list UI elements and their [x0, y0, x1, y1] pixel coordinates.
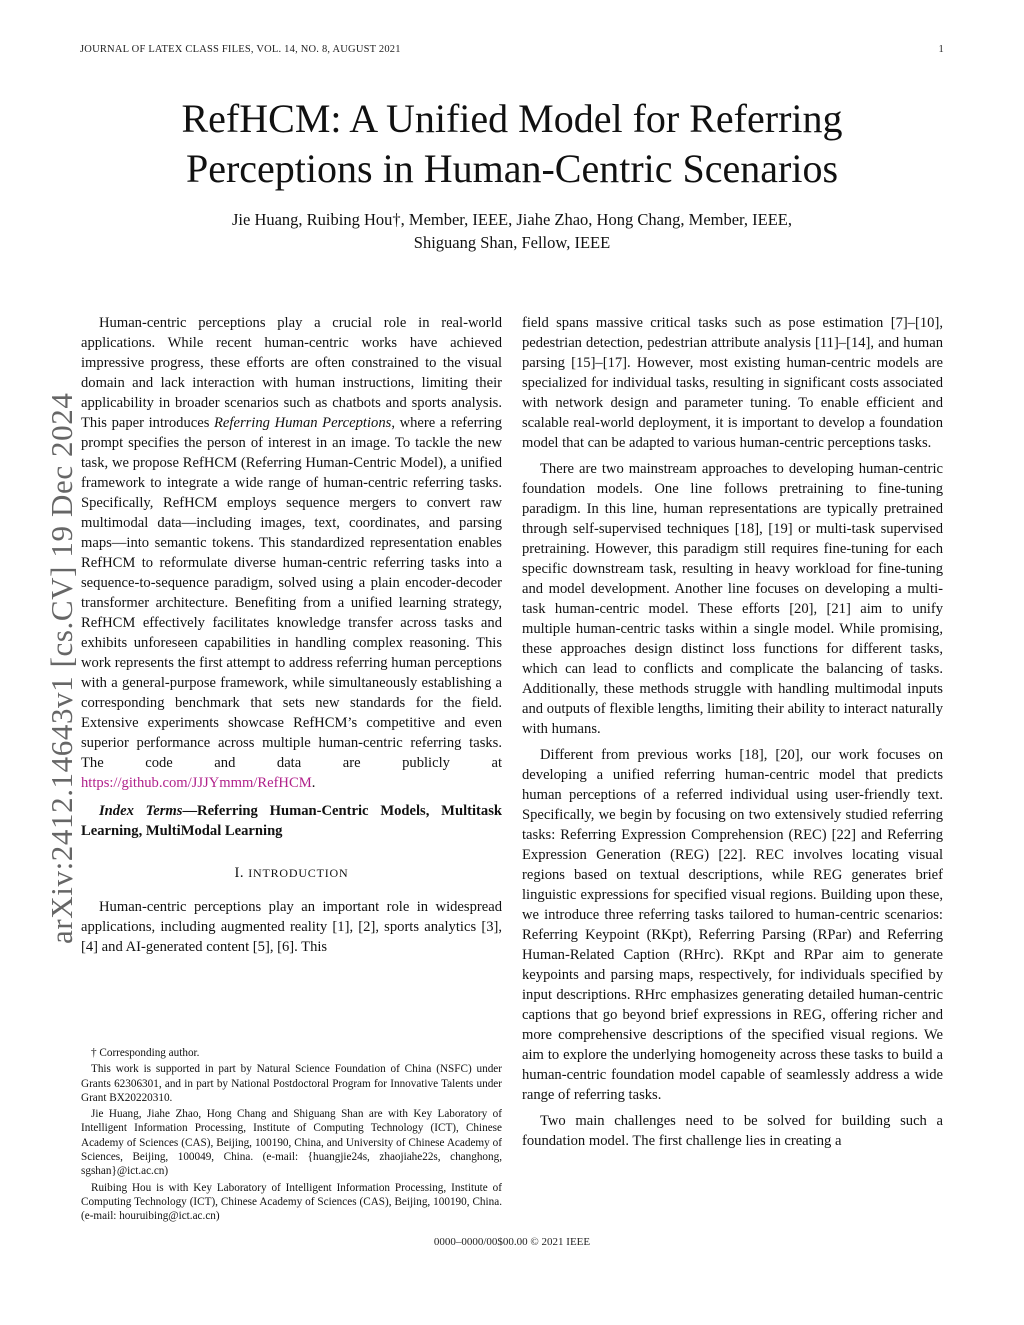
- authors-line-1: Jie Huang, Ruibing Hou†, Member, IEEE, Jiahe Zhao, Hong Chang, Member, IEEE,: [231, 210, 793, 229]
- copyright-footer: 0000–0000/00$00.00 © 2021 IEEE: [433, 1236, 591, 1248]
- abstract-italic-term: Referring Human Perceptions: [214, 415, 392, 431]
- footnote-affiliation-2: Ruibing Hou is with Key Laboratory of Intelligent Information Processing, Institute of Computing Technology (ICT), Chinese Academy of Sciences (CAS), Beijing, 100190, China. (e-mail: houruibing@ict.ac.cn): [81, 1181, 502, 1223]
- footnote-corresponding: † Corresponding author.: [91, 1047, 200, 1059]
- footnote-affiliation-1: Jie Huang, Jiahe Zhao, Hong Chang and Shiguang Shan are with Key Laboratory of Intelligent Information Processing, Institute of Computing Technology (ICT), Chinese Academy of Sciences (CAS), Beijing, 100190, China, and University of Chinese Academy of Sciences, Beijing, 100049, China. (e-mail: {huangjie24s, zhaojiahe22s, changhong, sgshan}@ict.ac.cn): [81, 1108, 502, 1178]
- left-column: [81, 313, 502, 957]
- index-terms-label: Index Terms: [99, 803, 183, 819]
- abstract-end: .: [311, 775, 316, 791]
- right-column: [522, 313, 943, 1151]
- footnotes: [81, 1046, 502, 1226]
- section-title: INTRODUCTION: [248, 866, 349, 880]
- abstract-text-1: Human-centric perceptions play a crucial role in real-world applications. While recent human-centric works have achieved impressive progress, these efforts are often constrained to the visual domain and lack interaction with human instructions, limiting their applicability in broader scenarios such as chatbots and sports analysis. This paper introduces: [81, 315, 502, 431]
- abstract-text-2: , where a referring prompt specifies the person of interest in an image. To tackle the new task, we propose RefHCM (Referring Human-Centric Model), a unified framework to integrate a wide range of human-centric referring tasks. Specifically, RefHCM employs sequence mergers to convert raw multimodal data—including images, text, coordinates, and parsing maps—into semantic tokens. This standardized representation enables RefHCM to reformulate diverse human-centric referring tasks into a sequence-to-sequence paradigm, solved using a plain encoder-decoder transformer architecture. Benefiting from a unified learning strategy, RefHCM effectively facilitates knowledge transfer across tasks and exhibits unforeseen capabilities in handling complex reasoning. This work represents the first attempt to address referring human perceptions with a general-purpose framework, while simultaneously establishing a corresponding benchmark that sets new standards for the field. Extensive experiments showcase RefHCM’s competitive and even superior performance across multiple human-centric referring tasks. The code and data are publicly at: [81, 415, 503, 771]
- section-numeral: I.: [234, 865, 245, 881]
- journal-header: JOURNAL OF LATEX CLASS FILES, VOL. 14, NO. 8, AUGUST 2021: [80, 44, 401, 55]
- footnote-funding: This work is supported in part by Natural Science Foundation of China (NSFC) under Grants 62306301, and in part by National Postdoctoral Program for Innovative Talents under Grant BX20220310.: [81, 1063, 502, 1104]
- intro-paragraph-2: There are two mainstream approaches to developing human-centric foundation models. One line follows pretraining to fine-tuning paradigm. In this line, human representations are typically pretrained through self-supervised techniques [18], [19] or multi-task supervised pretraining. However, this paradigm still requires fine-tuning for each specific downstream task, resulting in heavy workload for fine-tuning and model development. Another line focuses on developing a multi-task human-centric model. These efforts [20], [21] aim to unify multiple human-centric tasks within a single model. While promising, these approaches design distinct loss functions for different tasks, which can lead to conflicts and complicate the balancing of tasks. Additionally, these methods struggle with handling multimodal inputs and outputs of flexible lengths, limiting their ability to interact naturally with humans.: [522, 461, 943, 737]
- intro-paragraph-3: Different from previous works [18], [20], our work focuses on developing a unified referring human-centric model that predicts human perceptions of a referred individual using user-friendly text. Specifically, we begin by focusing on two extensively studied referring tasks: Referring Expression Comprehension (REC) [22] and Referring Expression Generation (REG) [22]. REC involves locating visual regions based on textual descriptions, while REG generates brief linguistic expressions for specified visual regions. Building upon these, we introduce three referring tasks tailored to human-centric scenarios: Referring Keypoint (RKpt), Referring Parsing (RPar) and Referring Human-Related Caption (RHrc). RKpt and RPar aim to generate keypoints and parsing maps, respectively, for individuals specified by input descriptions. RHrc emphasizes generating detailed human-centric captions that go beyond brief expressions in REG, offering richer and more comprehensive descriptions of the specified visual regions. We aim to explore the underlying homogeneity across these tasks to build a human-centric foundation model capable of seamlessly address a wide range of referring tasks.: [522, 747, 943, 1103]
- paper-title: [0, 94, 1024, 194]
- index-terms-text: —Referring Human-Centric Models, Multitask Learning, MultiModal Learning: [81, 803, 502, 839]
- code-link[interactable]: https://github.com/JJJYmmm/RefHCM: [81, 775, 312, 791]
- intro-paragraph-1: Human-centric perceptions play an important role in widespread applications, including augmented reality [1], [2], sports analytics [3], [4] and AI-generated content [5], [6]. This: [81, 899, 502, 955]
- intro-paragraph-continued: field spans massive critical tasks such as pose estimation [7]–[10], pedestrian detection, pedestrian attribute analysis [11]–[14], and human parsing [15]–[17]. However, most existing human-centric models are specialized for individual tasks, resulting in significant costs associated with network design and parameter tuning. To enable efficient and scalable real-world deployment, it is important to develop a foundation model that can be adapted to various human-centric perceptions tasks.: [522, 315, 943, 451]
- abstract: [81, 313, 502, 793]
- section-heading: [81, 863, 502, 883]
- title-line-2: Perceptions in Human-Centric Scenarios: [185, 146, 839, 191]
- running-head: [80, 44, 944, 55]
- index-terms: [81, 801, 502, 841]
- authors-line-2: Shiguang Shan, Fellow, IEEE: [413, 233, 611, 252]
- arxiv-sidebar-stamp: arXiv:2412.14643v1 [cs.CV] 19 Dec 2024: [44, 392, 79, 944]
- page-number: 1: [938, 44, 944, 55]
- authors: [0, 208, 1024, 254]
- title-line-1: RefHCM: A Unified Model for Referring: [181, 96, 843, 141]
- intro-paragraph-4: Two main challenges need to be solved for building such a foundation model. The first challenge lies in creating a: [522, 1113, 943, 1149]
